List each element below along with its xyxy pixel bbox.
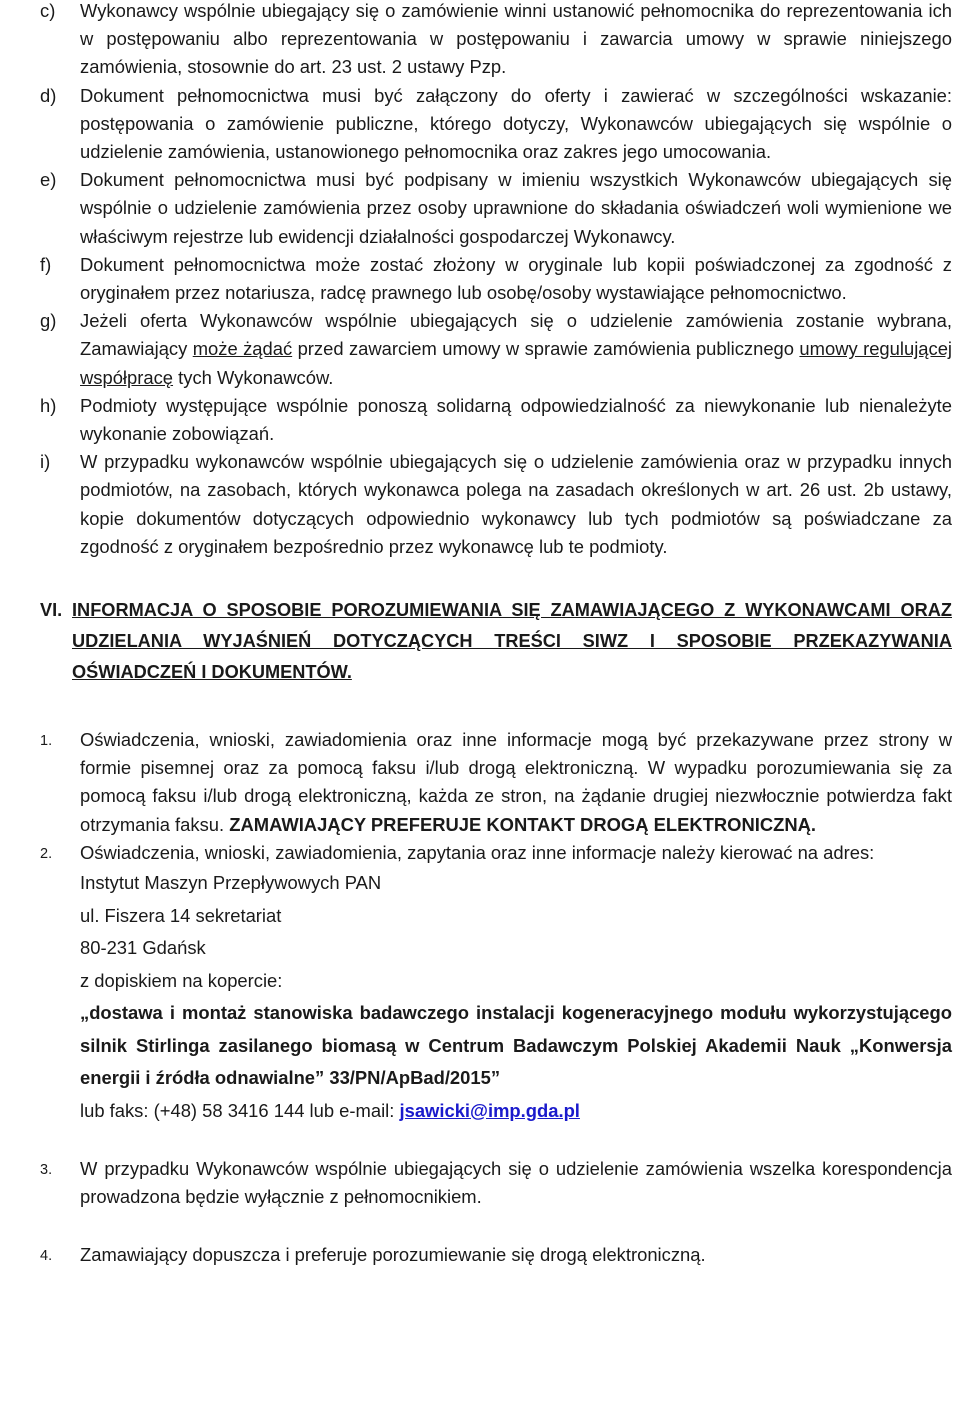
contact-line: [40, 1095, 952, 1128]
list-item-f: [40, 251, 952, 307]
list-item-i: [40, 448, 952, 561]
list-text: Dokument pełnomocnictwa może zostać złożony w oryginale lub kopii poświadczonej za zgodność z oryginałem przez notariusza, radcę prawnego lub osobę/osoby wystawiające pełnomocnictwo.: [80, 253, 952, 304]
address-block: [40, 867, 952, 997]
numbered-item-2: [40, 839, 952, 867]
email-link[interactable]: jsawicki@imp.gda.pl: [399, 1099, 580, 1121]
numbered-item-4: [40, 1241, 952, 1269]
list-text: tych Wykonawców.: [173, 366, 334, 388]
envelope-inscription: „dostawa i montaż stanowiska badawczego instalacji kogeneracyjnego modułu wykorzystującego silnik Stirlinga zasilanego biomasą w Centrum Badawczym Polskiej Akademii Nauk „Konwersja energii i źródła odnawialne” 33/PN/ApBad/2015”: [80, 1002, 952, 1089]
section-heading: [40, 595, 952, 688]
list-label: 3.: [40, 1162, 53, 1179]
list-text: Wykonawcy wspólnie ubiegający się o zamówienie winni ustanowić pełnomocnika do reprezentowania ich w postępowaniu albo reprezentowania w postępowaniu i zawarcia umowy w sprawie niniejszego zamówienia, stosownie do art. 23 ust. 2 ustawy Pzp.: [80, 0, 952, 78]
bold-notice: ZAMAWIAJĄCY PREFERUJE KONTAKT DROGĄ ELEKTRONICZNĄ.: [229, 813, 817, 835]
list-text: Dokument pełnomocnictwa musi być załączony do oferty i zawierać w szczególności wskazanie: postępowania o zamówienie publiczne, którego dotyczy, Wykonawców ubiegających się wspólnie o udzielenie zamówienia, ustanowionego pełnomocnika oraz zakres jego umocowania.: [80, 84, 952, 163]
underlined-text: umowy regulującej współpracę: [80, 338, 953, 388]
list-label: i): [40, 451, 51, 473]
list-text: W przypadku wykonawców wspólnie ubiegających się o udzielenie zamówienia oraz w przypadku innych podmiotów, na zasobach, których wykonawca polega na zasadach określonych w art. 26 ust. 2b ustawy, kopie dokumentów dotyczących odpowiednio wykonawcy lub tych podmiotów są poświadczane za zgodność z oryginałem bezpośrednio przez wykonawcę lub te podmioty.: [80, 451, 952, 557]
list-text: Zamawiający dopuszcza i preferuje porozumiewanie się drogą elektroniczną.: [80, 1244, 706, 1266]
list-text: Oświadczenia, wnioski, zawiadomienia oraz inne informacje mogą być przekazywane przez strony w formie pisemnej oraz za pomocą faksu i/lub drogą elektroniczną. W wypadku porozumiewania się za pomocą faksu i/lub drogą elektroniczną, każda ze stron, na żądanie drugiej niezwłocznie potwierdza fakt otrzymania faksu.: [80, 729, 952, 835]
list-item-g: [40, 307, 952, 392]
numbered-list: [40, 726, 952, 1270]
list-label: h): [40, 394, 57, 416]
list-item-e: [40, 166, 952, 251]
numbered-item-3: [40, 1155, 952, 1211]
address-line: ul. Fiszera 14 sekretariat: [80, 904, 282, 926]
list-label: 4.: [40, 1248, 53, 1265]
list-text: W przypadku Wykonawców wspólnie ubiegających się o udzielenie zamówienia wszelka korespondencja prowadzona będzie wyłącznie z pełnomocnikiem.: [80, 1158, 952, 1208]
list-label: e): [40, 169, 57, 191]
list-label: c): [40, 0, 56, 21]
list-text: Podmioty występujące wspólnie ponoszą solidarną odpowiedzialność za niewykonanie lub nienależyte wykonanie zobowiązań.: [80, 394, 952, 445]
list-item-h: [40, 392, 952, 448]
list-label: 1.: [40, 733, 53, 750]
numbered-item-1: [40, 726, 952, 839]
list-label: 2.: [40, 845, 53, 862]
underlined-text: może żądać: [192, 338, 293, 360]
list-text: przed zawarciem umowy w sprawie zamówienia publicznego: [292, 338, 800, 360]
contact-prefix: lub faks: (+48) 58 3416 144 lub e-mail:: [80, 1099, 400, 1121]
address-line: 80-231 Gdańsk: [80, 937, 206, 959]
lettered-list: [40, 0, 952, 561]
list-item-d: [40, 82, 952, 167]
list-label: d): [40, 84, 57, 106]
list-text: Jeżeli oferta Wykonawców wspólnie ubiegających się o udzielenie zamówienia zostanie wybrana, Zamawiający: [80, 310, 952, 360]
list-label: f): [40, 253, 52, 275]
list-text: Oświadczenia, wnioski, zawiadomienia, zapytania oraz inne informacje należy kierować na adres:: [80, 841, 875, 863]
section-number: VI.: [40, 600, 63, 621]
list-item-c: [40, 0, 952, 82]
address-line: z dopiskiem na kopercie:: [80, 969, 283, 991]
address-line: Instytut Maszyn Przepływowych PAN: [80, 872, 382, 894]
list-text: Dokument pełnomocnictwa musi być podpisany w imieniu wszystkich Wykonawców ubiegających się wspólnie o udzielenie zamówienia przez osoby uprawnione do składania oświadczeń woli wymienione we właściwym rejestrze lub ewidencji działalności gospodarczej Wykonawcy.: [80, 169, 952, 247]
list-label: g): [40, 310, 57, 332]
section-title: INFORMACJA O SPOSOBIE POROZUMIEWANIA SIĘ ZAMAWIAJĄCEGO Z WYKONAWCAMI ORAZ UDZIELANIA WYJAŚNIEŃ DOTYCZĄCYCH TREŚCI SIWZ I SPOSOBIE PRZEKAZYWANIA OŚWIADCZEŃ I DOKUMENTÓW.: [72, 600, 952, 683]
